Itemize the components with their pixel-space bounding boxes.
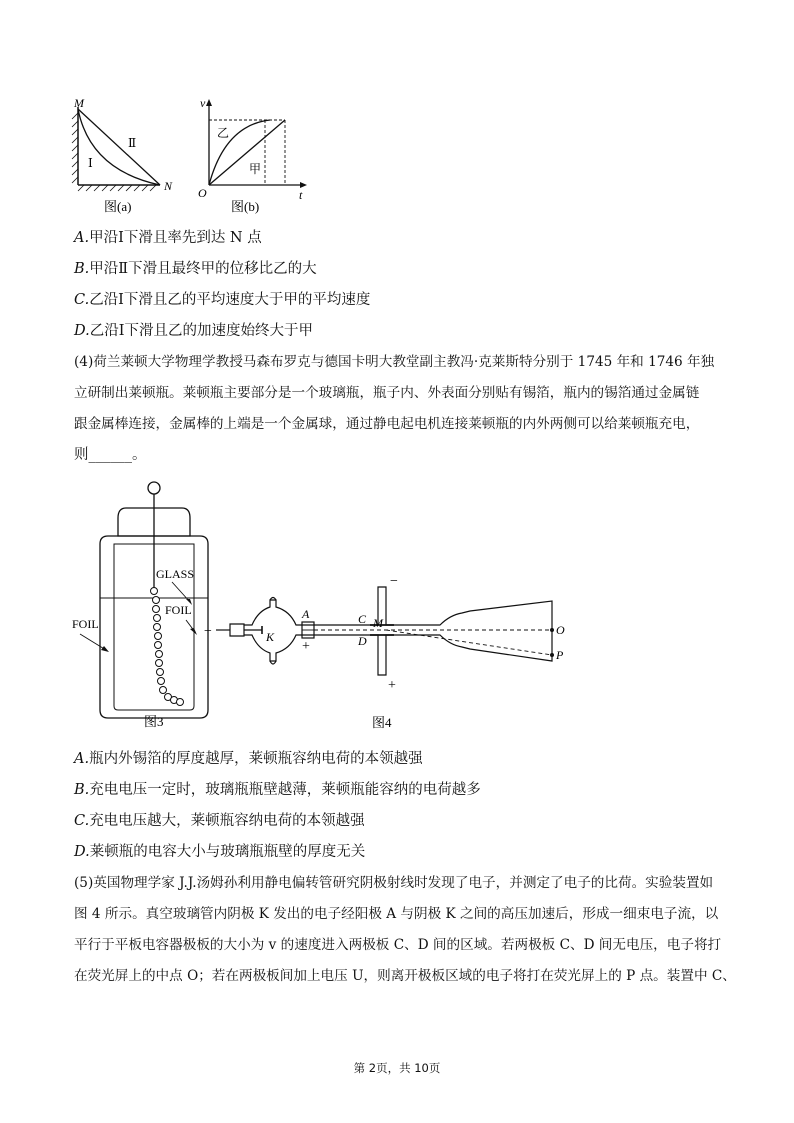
label-A: A bbox=[302, 607, 310, 621]
label-foil-right: FOIL bbox=[165, 603, 192, 617]
caption-fig-3: 图3 bbox=[144, 714, 164, 729]
q5-text-line2: 图 4 所示。真空玻璃管内阴极 K 发出的电子经阳极 A 与阴极 K 之间的高压加速后，形成一细束电子流，以 bbox=[74, 906, 719, 922]
page-footer: 第 2页，共 10页 bbox=[353, 1061, 441, 1075]
label-N: N bbox=[164, 179, 173, 193]
label-glass: GLASS bbox=[156, 567, 195, 581]
q3-option-b[interactable]: B.甲沿Ⅱ下滑且最终甲的位移比乙的大 bbox=[74, 261, 317, 277]
label-C: C bbox=[358, 612, 367, 626]
q5-text-line3: 平行于平板电容器极板的大小为 v 的速度进入两极板 C、D 间的区域。若两极板 C、D 间无电压，电子将打 bbox=[74, 937, 722, 953]
q4-text-line2: 立研制出莱顿瓶。莱顿瓶主要部分是一个玻璃瓶，瓶子内、外表面分别贴有锡箔，瓶内的锡箔通过金属链 bbox=[74, 385, 700, 401]
caption-fig-b: 图(b) bbox=[231, 199, 260, 214]
q5-text-line4: 在荧光屏上的中点 O；若在两极板间加上电压 U，则离开极板区域的电子将打在荧光屏上的 P 点。装置中 C、 bbox=[74, 968, 736, 984]
label-v: v bbox=[200, 96, 206, 110]
label-path-I: Ⅰ bbox=[88, 156, 93, 170]
q4-text-line4: 则______。 bbox=[74, 447, 147, 463]
label-M: M bbox=[373, 616, 383, 630]
caption-fig-4: 图4 bbox=[372, 715, 392, 730]
label-path-II: Ⅱ bbox=[128, 136, 137, 150]
label-yi: 乙 bbox=[217, 126, 230, 140]
q4-option-b[interactable]: B.充电电压一定时，玻璃瓶瓶壁越薄，莱顿瓶能容纳的电荷越多 bbox=[74, 782, 481, 798]
figure-4-thomson-tube bbox=[200, 575, 580, 735]
label-O: O bbox=[198, 186, 207, 200]
q4-option-c[interactable]: C.充电电压越大，莱顿瓶容纳电荷的本领越强 bbox=[74, 813, 365, 829]
label-jia: 甲 bbox=[249, 162, 262, 176]
q4-option-a[interactable]: A.瓶内外锡箔的厚度越厚，莱顿瓶容纳电荷的本领越强 bbox=[74, 751, 423, 767]
label-plus-bottom: + bbox=[388, 678, 396, 693]
q3-option-a[interactable]: A.甲沿Ⅰ下滑且率先到达 N 点 bbox=[74, 230, 262, 246]
label-M: M bbox=[74, 96, 84, 110]
q4-text-line3: 跟金属棒连接，金属棒的上端是一个金属球，通过静电起电机连接莱顿瓶的内外两侧可以给莱顿瓶充电， bbox=[74, 416, 700, 432]
label-t: t bbox=[299, 188, 303, 202]
q5-text-line1: (5)英国物理学家 J.J.汤姆孙利用静电偏转管研究阴极射线时发现了电子，并测定了电子的比荷。实验装置如 bbox=[74, 875, 714, 891]
label-minus-left: − bbox=[204, 624, 212, 639]
label-K: K bbox=[266, 630, 275, 644]
figure-b bbox=[195, 95, 315, 220]
q4-text-line1: (4)荷兰莱顿大学物理学教授马森布罗克与德国卡明大教堂副主教冯·克莱斯特分别于 1745 年和 1746 年独 bbox=[74, 354, 715, 370]
label-plus-left: + bbox=[302, 639, 310, 654]
caption-fig-a: 图(a) bbox=[104, 199, 132, 214]
label-P: P bbox=[556, 648, 564, 662]
figure-3-leyden-jar bbox=[68, 478, 218, 733]
q3-option-c[interactable]: C.乙沿Ⅰ下滑且乙的平均速度大于甲的平均速度 bbox=[74, 292, 371, 308]
label-D: D bbox=[358, 634, 367, 648]
figure-a bbox=[70, 95, 190, 220]
q4-option-d[interactable]: D.莱顿瓶的电容大小与玻璃瓶瓶壁的厚度无关 bbox=[74, 844, 366, 860]
label-minus-top: − bbox=[390, 575, 398, 589]
label-foil-left: FOIL bbox=[72, 617, 99, 631]
q3-option-d[interactable]: D.乙沿Ⅰ下滑且乙的加速度始终大于甲 bbox=[74, 323, 313, 339]
label-O: O bbox=[556, 623, 565, 637]
